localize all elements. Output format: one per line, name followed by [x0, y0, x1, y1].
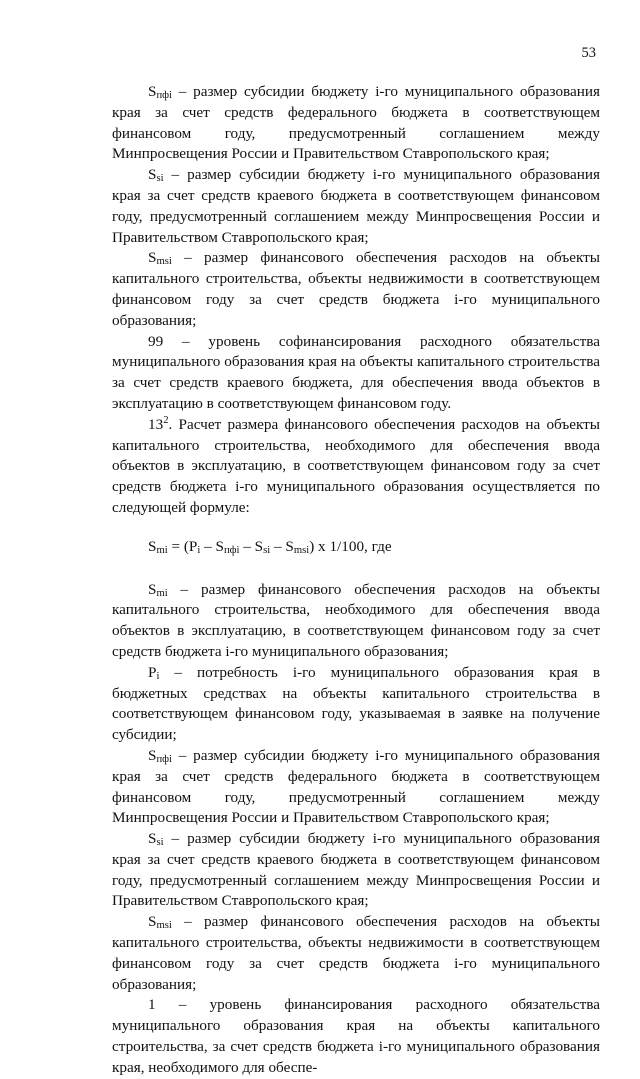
definition-s-msi	[112, 912, 600, 995]
symbol: S	[148, 580, 157, 598]
symbol: S	[148, 830, 157, 848]
symbol-subscript: пфi	[156, 90, 172, 101]
symbol: S	[148, 249, 157, 267]
definition-s-msi	[112, 248, 600, 331]
definition-text: – размер финансового обеспечения расходов на объекты капитального строительства, объекты недвижимости в соответствующем финансовом году за счет средств бюджета i-го муниципального образования;	[112, 249, 600, 329]
clause-superscript: 2	[163, 414, 169, 426]
symbol: S	[148, 83, 157, 100]
definition-text: 1 – уровень финансирования расходного обязательства муниципального образования края на объекты капитального строительства, за счет средств бюджета i-го муниципального образования края, необходимого для обеспе-	[112, 996, 600, 1076]
definition-s-si	[112, 165, 600, 248]
formula-subscript: i	[197, 544, 201, 556]
definition-p-i	[112, 663, 600, 746]
symbol-subscript: i	[156, 670, 160, 682]
definition-text: – потребность i-го муниципального образования края в бюджетных средствах на объекты капитального строительства в соответствующем финансовом году, указываемая в заявке на получение субсидии;	[112, 663, 600, 744]
definition-text: – размер субсидии бюджету i-го муниципального образования края за счет средств федерального бюджета в соответствующем финансовом году, предусмотренный соглашением между Минпросвещения России и Правительством Ставропольского края;	[112, 83, 600, 163]
formula-subscript: si	[263, 544, 271, 556]
formula-subscript: msi	[293, 544, 310, 556]
symbol-subscript: пфi	[156, 753, 172, 765]
definition-text: – размер субсидии бюджету i-го муниципального образования края за счет средств федерального бюджета в соответствующем финансовом году, предусмотренный соглашением между Минпросвещения России и Правительством Ставропольского края;	[112, 746, 600, 827]
formula-part: – S	[270, 537, 294, 555]
definition-text: 99 – уровень софинансирования расходного обязательства муниципального образования края на объекты капитального строительства за счет средств краевого бюджета, для обеспечения ввода объектов в эксплуатацию в соответствующем финансовом году.	[112, 332, 600, 412]
clause-13-2	[112, 415, 600, 519]
symbol: S	[148, 166, 157, 184]
formula-part: = (P	[167, 537, 198, 555]
clause-text: . Расчет размера финансового обеспечения расходов на объекты капитального строительства, необходимого для обеспечения ввода объектов в эксплуатацию, в соответствующем финансовом году за счет средств бюджета i-го муниципального образования осуществляется по следующей формуле:	[112, 415, 600, 516]
definition-s-si	[112, 829, 600, 912]
formula-part: – S	[239, 537, 264, 555]
definition-text: – размер финансового обеспечения расходов на объекты капитального строительства, объекты недвижимости в соответствующем финансовом году за счет средств бюджета i-го муниципального образования;	[112, 913, 600, 993]
definition-s-pfi	[112, 82, 600, 165]
formula-lhs-subscript: mi	[156, 544, 168, 556]
symbol: S	[148, 746, 157, 764]
formula-lhs: S	[148, 537, 157, 555]
definition-s-mi	[112, 580, 600, 663]
formula-part: ) x 1/100, где	[309, 537, 392, 555]
formula	[112, 537, 600, 558]
clause-number: 13	[148, 415, 164, 433]
page-number: 53	[581, 45, 596, 61]
symbol-subscript: mi	[156, 587, 168, 599]
symbol-subscript: si	[156, 837, 164, 849]
symbol-subscript: msi	[156, 920, 172, 932]
formula-part: – S	[200, 537, 224, 555]
definition-text: – размер субсидии бюджету i-го муниципального образования края за счет средств краевого бюджета в соответствующем финансовом году, предусмотренный соглашением между Минпросвещения России и Правительством Ставропольского края;	[112, 166, 600, 246]
definition-1	[112, 995, 600, 1078]
formula-subscript: пфi	[223, 544, 240, 556]
definition-s-pfi	[112, 746, 600, 829]
symbol-subscript: si	[156, 173, 164, 185]
symbol-subscript: msi	[156, 256, 172, 268]
definition-99	[112, 332, 600, 415]
definition-text: – размер финансового обеспечения расходов на объекты капитального строительства, необходимого для обеспечения ввода объектов в эксплуатацию, в соответствующем финансовом году за счет средств бюджета i-го муниципального образования;	[112, 580, 600, 660]
symbol: P	[148, 663, 157, 681]
definition-text: – размер субсидии бюджету i-го муниципального образования края за счет средств краевого бюджета в соответствующем финансовом году, предусмотренный соглашением между Минпросвещения России и Правительством Ставропольского края;	[112, 830, 600, 910]
document-body	[112, 82, 600, 1079]
symbol: S	[148, 913, 157, 931]
